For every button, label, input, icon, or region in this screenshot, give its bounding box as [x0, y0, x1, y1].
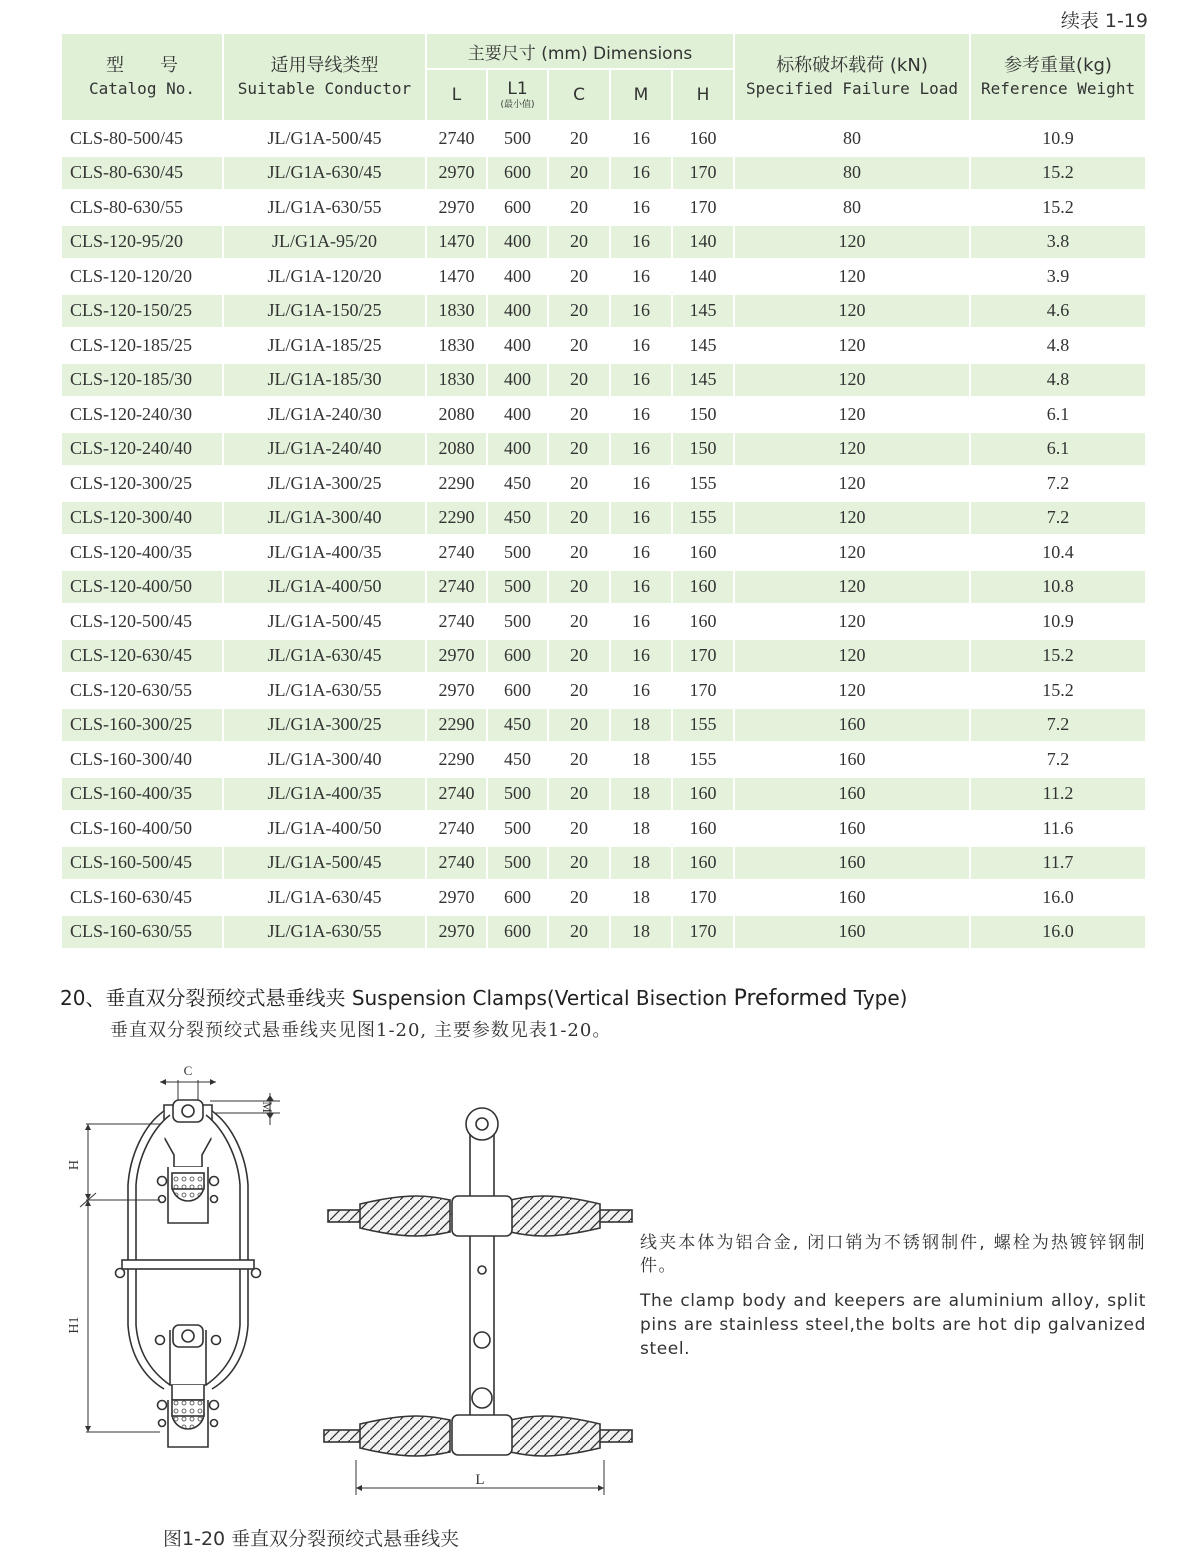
table-cell: CLS-120-400/35: [61, 535, 223, 570]
table-cell: 20: [548, 880, 610, 915]
table-cell: 10.4: [970, 535, 1146, 570]
table-cell: 20: [548, 673, 610, 708]
table-cell: JL/G1A-630/45: [223, 880, 426, 915]
table-cell: 400: [487, 397, 548, 432]
header-load: [734, 33, 970, 121]
table-cell: 150: [672, 432, 734, 467]
table-cell: CLS-120-300/40: [61, 501, 223, 536]
table-cell: JL/G1A-400/35: [223, 777, 426, 812]
table-cell: 18: [610, 811, 672, 846]
table-row: [61, 880, 1146, 915]
table-cell: 18: [610, 915, 672, 950]
table-row: [61, 535, 1146, 570]
table-cell: 20: [548, 604, 610, 639]
table-cell: CLS-160-500/45: [61, 846, 223, 881]
table-cell: JL/G1A-240/40: [223, 432, 426, 467]
table-cell: CLS-160-630/45: [61, 880, 223, 915]
table-cell: 150: [672, 397, 734, 432]
table-row: [61, 225, 1146, 260]
table-cell: 120: [734, 466, 970, 501]
clamp-front-figure: [320, 1100, 640, 1505]
table-cell: JL/G1A-185/30: [223, 363, 426, 398]
table-cell: 155: [672, 708, 734, 743]
table-cell: JL/G1A-400/50: [223, 811, 426, 846]
table-cell: 600: [487, 673, 548, 708]
table-cell: 16.0: [970, 915, 1146, 950]
table-cell: 400: [487, 363, 548, 398]
table-cell: 2290: [426, 501, 487, 536]
table-cell: 2740: [426, 777, 487, 812]
table-cell: 170: [672, 639, 734, 674]
table-cell: 20: [548, 501, 610, 536]
table-row: [61, 777, 1146, 812]
table-cell: 1830: [426, 363, 487, 398]
table-cell: 20: [548, 294, 610, 329]
section-title: [60, 982, 907, 1011]
table-cell: 600: [487, 639, 548, 674]
table-cell: 80: [734, 190, 970, 225]
spec-table: [60, 32, 1147, 950]
table-cell: 2740: [426, 811, 487, 846]
table-row: [61, 121, 1146, 156]
table-cell: CLS-160-400/35: [61, 777, 223, 812]
table-cell: 16: [610, 156, 672, 191]
table-cell: CLS-120-120/20: [61, 259, 223, 294]
table-row: [61, 328, 1146, 363]
table-row: [61, 190, 1146, 225]
table-row: [61, 915, 1146, 950]
table-cell: 11.7: [970, 846, 1146, 881]
table-cell: 16: [610, 294, 672, 329]
table-cell: 80: [734, 156, 970, 191]
table-cell: 450: [487, 466, 548, 501]
table-cell: 145: [672, 328, 734, 363]
table-cell: 7.2: [970, 742, 1146, 777]
table-cell: JL/G1A-500/45: [223, 604, 426, 639]
table-cell: JL/G1A-300/40: [223, 501, 426, 536]
table-cell: 16: [610, 259, 672, 294]
header-load-en: Specified Failure Load: [746, 79, 958, 98]
dim-label-C: C: [183, 1063, 193, 1078]
table-cell: 11.2: [970, 777, 1146, 812]
description-zh: 线夹本体为铝合金, 闭口销为不锈钢制件, 螺栓为热镀锌钢制件。: [640, 1233, 1146, 1276]
table-cell: 145: [672, 294, 734, 329]
table-cell: CLS-120-185/30: [61, 363, 223, 398]
table-cell: 160: [734, 846, 970, 881]
table-cell: 16: [610, 121, 672, 156]
header-model: [61, 33, 223, 121]
table-cell: 7.2: [970, 466, 1146, 501]
table-cell: CLS-120-300/25: [61, 466, 223, 501]
table-row: [61, 259, 1146, 294]
table-cell: 120: [734, 535, 970, 570]
table-cell: 4.6: [970, 294, 1146, 329]
table-cell: 160: [672, 846, 734, 881]
table-cell: 2970: [426, 156, 487, 191]
table-cell: 500: [487, 811, 548, 846]
table-row: [61, 639, 1146, 674]
table-cell: 160: [672, 811, 734, 846]
table-cell: 120: [734, 673, 970, 708]
table-cell: 450: [487, 501, 548, 536]
table-cell: 160: [672, 535, 734, 570]
table-cell: 20: [548, 225, 610, 260]
spec-table-body: [61, 121, 1146, 949]
table-cell: 120: [734, 363, 970, 398]
table-cell: CLS-120-500/45: [61, 604, 223, 639]
table-cell: 120: [734, 604, 970, 639]
table-cell: 10.9: [970, 604, 1146, 639]
table-cell: 120: [734, 259, 970, 294]
table-cell: 500: [487, 846, 548, 881]
table-cell: 4.8: [970, 328, 1146, 363]
table-cell: 120: [734, 328, 970, 363]
table-cell: 400: [487, 328, 548, 363]
header-L1-note: (最小值): [500, 100, 535, 110]
table-cell: 20: [548, 466, 610, 501]
table-cell: 160: [734, 811, 970, 846]
table-cell: 3.9: [970, 259, 1146, 294]
table-cell: 16: [610, 190, 672, 225]
table-cell: 155: [672, 501, 734, 536]
table-cell: 500: [487, 604, 548, 639]
section-title-en-b: Preformed: [733, 986, 848, 1011]
table-cell: 160: [734, 915, 970, 950]
table-cell: 7.2: [970, 501, 1146, 536]
table-cell: 155: [672, 466, 734, 501]
table-cell: 20: [548, 363, 610, 398]
table-cell: JL/G1A-630/55: [223, 915, 426, 950]
table-cell: JL/G1A-400/35: [223, 535, 426, 570]
table-row: [61, 811, 1146, 846]
table-cell: CLS-80-500/45: [61, 121, 223, 156]
table-cell: 2970: [426, 673, 487, 708]
table-cell: 16: [610, 639, 672, 674]
dim-label-M: M: [260, 1101, 275, 1113]
table-cell: 16: [610, 535, 672, 570]
table-cell: 450: [487, 742, 548, 777]
clamp-side-view: [80, 1079, 280, 1447]
dim-label-H: H: [67, 1159, 82, 1171]
table-cell: 500: [487, 535, 548, 570]
table-cell: 20: [548, 639, 610, 674]
section-title-en-c: Type): [853, 986, 908, 1010]
header-model-en: Catalog No.: [89, 79, 195, 98]
table-cell: 2970: [426, 639, 487, 674]
table-cell: 2740: [426, 535, 487, 570]
table-row: [61, 673, 1146, 708]
table-cell: 160: [672, 570, 734, 605]
table-cell: JL/G1A-95/20: [223, 225, 426, 260]
table-cell: 500: [487, 570, 548, 605]
table-cell: CLS-120-150/25: [61, 294, 223, 329]
table-cell: 600: [487, 915, 548, 950]
table-cell: 160: [734, 777, 970, 812]
table-cell: 20: [548, 328, 610, 363]
table-row: [61, 846, 1146, 881]
header-H: H: [672, 69, 734, 121]
table-cell: JL/G1A-400/50: [223, 570, 426, 605]
table-cell: 2080: [426, 397, 487, 432]
table-cell: 11.6: [970, 811, 1146, 846]
table-row: [61, 604, 1146, 639]
table-cell: JL/G1A-630/55: [223, 673, 426, 708]
table-cell: 170: [672, 915, 734, 950]
table-cell: 600: [487, 190, 548, 225]
table-cell: 140: [672, 259, 734, 294]
table-cell: 16.0: [970, 880, 1146, 915]
table-cell: 18: [610, 846, 672, 881]
header-weight: [970, 33, 1146, 121]
table-cell: JL/G1A-185/25: [223, 328, 426, 363]
header-L1-label: L1: [507, 79, 528, 99]
table-cell: 3.8: [970, 225, 1146, 260]
table-cell: 20: [548, 742, 610, 777]
table-cell: 1470: [426, 259, 487, 294]
table-cell: 20: [548, 535, 610, 570]
table-row: [61, 363, 1146, 398]
table-cell: 2740: [426, 604, 487, 639]
table-cell: 16: [610, 604, 672, 639]
table-cell: 18: [610, 708, 672, 743]
table-cell: 400: [487, 294, 548, 329]
table-row: [61, 466, 1146, 501]
table-cell: 18: [610, 777, 672, 812]
table-cell: 160: [672, 121, 734, 156]
table-cell: 7.2: [970, 708, 1146, 743]
table-cell: 20: [548, 397, 610, 432]
table-row: [61, 397, 1146, 432]
table-cell: 2970: [426, 915, 487, 950]
dim-label-L: L: [475, 1472, 485, 1488]
table-cell: 16: [610, 397, 672, 432]
table-row: [61, 156, 1146, 191]
table-cell: 18: [610, 880, 672, 915]
table-cell: 170: [672, 156, 734, 191]
table-cell: JL/G1A-150/25: [223, 294, 426, 329]
table-cell: 20: [548, 121, 610, 156]
table-cell: 120: [734, 432, 970, 467]
table-cell: JL/G1A-300/40: [223, 742, 426, 777]
table-cell: CLS-120-240/30: [61, 397, 223, 432]
table-cell: 2290: [426, 708, 487, 743]
table-cell: 20: [548, 432, 610, 467]
table-cell: 145: [672, 363, 734, 398]
table-cell: CLS-160-400/50: [61, 811, 223, 846]
table-cell: 170: [672, 673, 734, 708]
table-cell: 140: [672, 225, 734, 260]
table-cell: 120: [734, 570, 970, 605]
table-cell: 500: [487, 121, 548, 156]
table-cell: 2970: [426, 190, 487, 225]
table-row: [61, 432, 1146, 467]
table-cell: 600: [487, 156, 548, 191]
table-cell: 160: [672, 777, 734, 812]
header-conductor-zh: 适用导线类型: [270, 55, 379, 76]
table-cell: 120: [734, 501, 970, 536]
section-title-en-a: Suspension Clamps(Vertical Bisection: [351, 986, 728, 1010]
table-cell: CLS-80-630/55: [61, 190, 223, 225]
header-conductor-en: Suitable Conductor: [237, 79, 412, 98]
table-cell: 160: [734, 708, 970, 743]
table-cell: 400: [487, 225, 548, 260]
table-cell: JL/G1A-500/45: [223, 846, 426, 881]
table-cell: 1830: [426, 294, 487, 329]
table-cell: 20: [548, 846, 610, 881]
table-cell: 6.1: [970, 432, 1146, 467]
table-cell: CLS-120-185/25: [61, 328, 223, 363]
description-en: The clamp body and keepers are aluminium alloy, split pins are stainless steel,the bolts are hot dip galvanized steel.: [640, 1291, 1146, 1359]
table-cell: 16: [610, 501, 672, 536]
table-cell: 16: [610, 225, 672, 260]
table-cell: 450: [487, 708, 548, 743]
table-cell: 16: [610, 328, 672, 363]
table-cell: 6.1: [970, 397, 1146, 432]
header-weight-en: Reference Weight: [980, 79, 1136, 98]
table-cell: 15.2: [970, 190, 1146, 225]
clamp-front-drawing: [320, 1100, 640, 1500]
table-cell: 120: [734, 225, 970, 260]
table-cell: 20: [548, 570, 610, 605]
header-L1: [487, 69, 548, 121]
table-cell: JL/G1A-630/45: [223, 639, 426, 674]
page-label: 续表 1-19: [1060, 10, 1148, 32]
table-cell: 20: [548, 190, 610, 225]
table-cell: 160: [734, 880, 970, 915]
table-cell: 18: [610, 742, 672, 777]
table-cell: 400: [487, 432, 548, 467]
header-dimensions: 主要尺寸 (mm) Dimensions: [426, 33, 734, 69]
table-cell: 20: [548, 156, 610, 191]
figure-caption: 图1-20 垂直双分裂预绞式悬垂线夹: [163, 1528, 460, 1550]
table-cell: 15.2: [970, 156, 1146, 191]
section-intro: 垂直双分裂预绞式悬垂线夹见图1-20, 主要参数见表1-20。: [110, 1020, 612, 1041]
header-C: C: [548, 69, 610, 121]
table-cell: 170: [672, 190, 734, 225]
header-conductor: [223, 33, 426, 121]
table-cell: 2740: [426, 846, 487, 881]
table-row: [61, 570, 1146, 605]
header-load-zh: 标称破坏载荷 (kN): [776, 55, 928, 76]
table-cell: 2740: [426, 121, 487, 156]
header-M: M: [610, 69, 672, 121]
table-cell: CLS-160-300/25: [61, 708, 223, 743]
table-row: [61, 742, 1146, 777]
table-cell: 20: [548, 811, 610, 846]
table-cell: 120: [734, 639, 970, 674]
table-cell: JL/G1A-300/25: [223, 708, 426, 743]
table-cell: 2080: [426, 432, 487, 467]
table-cell: 120: [734, 397, 970, 432]
table-cell: 20: [548, 708, 610, 743]
table-cell: 2290: [426, 466, 487, 501]
table-cell: 16: [610, 570, 672, 605]
table-cell: 1830: [426, 328, 487, 363]
table-cell: 160: [672, 604, 734, 639]
table-row: [61, 294, 1146, 329]
table-cell: 10.8: [970, 570, 1146, 605]
table-cell: 2970: [426, 880, 487, 915]
table-cell: JL/G1A-300/25: [223, 466, 426, 501]
table-cell: 400: [487, 259, 548, 294]
table-cell: JL/G1A-500/45: [223, 121, 426, 156]
table-cell: 600: [487, 880, 548, 915]
table-cell: CLS-120-630/55: [61, 673, 223, 708]
table-cell: 10.9: [970, 121, 1146, 156]
table-cell: 20: [548, 259, 610, 294]
table-cell: JL/G1A-630/55: [223, 190, 426, 225]
table-cell: 2290: [426, 742, 487, 777]
table-cell: 120: [734, 294, 970, 329]
table-cell: 15.2: [970, 673, 1146, 708]
table-cell: CLS-120-95/20: [61, 225, 223, 260]
table-cell: JL/G1A-630/45: [223, 156, 426, 191]
table-cell: CLS-120-630/45: [61, 639, 223, 674]
table-cell: 2740: [426, 570, 487, 605]
table-cell: 20: [548, 915, 610, 950]
section-title-zh: 20、垂直双分裂预绞式悬垂线夹: [60, 986, 346, 1010]
table-cell: 160: [734, 742, 970, 777]
table-cell: 4.8: [970, 363, 1146, 398]
table-cell: CLS-120-240/40: [61, 432, 223, 467]
table-cell: 500: [487, 777, 548, 812]
table-cell: 16: [610, 363, 672, 398]
table-cell: 15.2: [970, 639, 1146, 674]
table-cell: 16: [610, 673, 672, 708]
header-model-zh: 型 号: [106, 55, 178, 76]
table-cell: CLS-120-400/50: [61, 570, 223, 605]
table-row: [61, 501, 1146, 536]
table-cell: JL/G1A-240/30: [223, 397, 426, 432]
dim-label-H1: H1: [67, 1316, 82, 1334]
table-cell: CLS-160-300/40: [61, 742, 223, 777]
header-L: L: [426, 69, 487, 121]
table-cell: 16: [610, 466, 672, 501]
table-cell: JL/G1A-120/20: [223, 259, 426, 294]
table-cell: 1470: [426, 225, 487, 260]
table-cell: CLS-160-630/55: [61, 915, 223, 950]
table-cell: 16: [610, 432, 672, 467]
table-cell: 170: [672, 880, 734, 915]
table-cell: 80: [734, 121, 970, 156]
table-cell: 155: [672, 742, 734, 777]
header-weight-zh: 参考重量(kg): [1004, 55, 1112, 76]
table-cell: CLS-80-630/45: [61, 156, 223, 191]
table-row: [61, 708, 1146, 743]
table-cell: 20: [548, 777, 610, 812]
